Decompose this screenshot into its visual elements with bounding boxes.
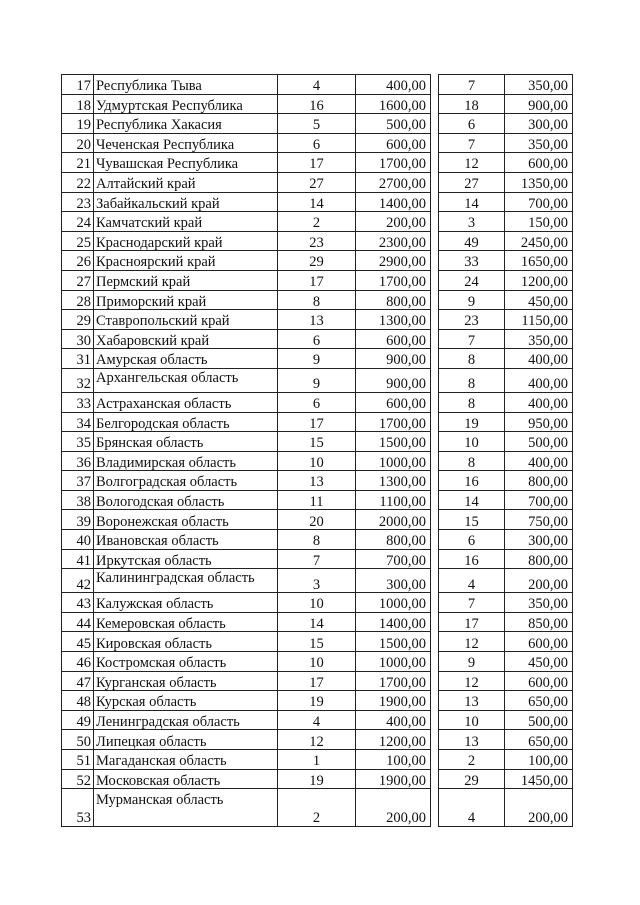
region-name: Забайкальский край (94, 192, 278, 212)
table-row (62, 114, 573, 134)
column-gap (431, 432, 439, 452)
amount-a: 1700,00 (356, 153, 431, 173)
count-b: 13 (439, 730, 505, 750)
region-name: Мурманская область (94, 789, 278, 827)
amount-a: 1100,00 (356, 490, 431, 510)
row-number: 28 (62, 290, 94, 310)
table-row (62, 270, 573, 290)
amount-b: 1450,00 (505, 769, 573, 789)
amount-a: 200,00 (356, 212, 431, 232)
count-a: 17 (278, 671, 356, 691)
row-number: 33 (62, 392, 94, 412)
table-row (62, 412, 573, 432)
count-a: 10 (278, 451, 356, 471)
amount-b: 300,00 (505, 114, 573, 134)
count-b: 4 (439, 789, 505, 827)
amount-a: 900,00 (356, 368, 431, 392)
table-row (62, 789, 573, 827)
column-gap (431, 593, 439, 613)
table-row (62, 231, 573, 251)
count-b: 19 (439, 412, 505, 432)
column-gap (431, 671, 439, 691)
count-a: 12 (278, 730, 356, 750)
count-b: 27 (439, 172, 505, 192)
amount-a: 200,00 (356, 789, 431, 827)
count-b: 12 (439, 671, 505, 691)
amount-b: 900,00 (505, 94, 573, 114)
count-b: 16 (439, 549, 505, 569)
column-gap (431, 490, 439, 510)
amount-a: 2700,00 (356, 172, 431, 192)
table-row (62, 569, 573, 593)
row-number: 35 (62, 432, 94, 452)
amount-b: 600,00 (505, 632, 573, 652)
row-number: 27 (62, 270, 94, 290)
count-b: 9 (439, 652, 505, 672)
count-b: 3 (439, 212, 505, 232)
table-row (62, 251, 573, 271)
count-b: 6 (439, 530, 505, 550)
column-gap (431, 710, 439, 730)
region-name: Республика Хакасия (94, 114, 278, 134)
region-name: Удмуртская Республика (94, 94, 278, 114)
amount-b: 400,00 (505, 349, 573, 369)
column-gap (431, 349, 439, 369)
count-b: 9 (439, 290, 505, 310)
region-name: Московская область (94, 769, 278, 789)
row-number: 51 (62, 750, 94, 770)
region-name: Астраханская область (94, 392, 278, 412)
row-number: 19 (62, 114, 94, 134)
row-number: 34 (62, 412, 94, 432)
count-a: 6 (278, 392, 356, 412)
row-number: 49 (62, 710, 94, 730)
region-name: Костромская область (94, 652, 278, 672)
amount-a: 1900,00 (356, 769, 431, 789)
amount-a: 1300,00 (356, 471, 431, 491)
region-name: Вологодская область (94, 490, 278, 510)
table-row (62, 133, 573, 153)
region-name: Калининградская область (94, 569, 278, 593)
count-b: 24 (439, 270, 505, 290)
row-number: 48 (62, 691, 94, 711)
row-number: 30 (62, 329, 94, 349)
amount-b: 450,00 (505, 290, 573, 310)
row-number: 45 (62, 632, 94, 652)
count-b: 7 (439, 75, 505, 95)
table-row (62, 730, 573, 750)
amount-a: 1000,00 (356, 593, 431, 613)
amount-b: 350,00 (505, 593, 573, 613)
row-number: 17 (62, 75, 94, 95)
amount-b: 300,00 (505, 530, 573, 550)
region-name: Амурская область (94, 349, 278, 369)
table-row (62, 510, 573, 530)
column-gap (431, 231, 439, 251)
table-row (62, 349, 573, 369)
column-gap (431, 549, 439, 569)
row-number: 44 (62, 612, 94, 632)
count-a: 13 (278, 471, 356, 491)
count-b: 7 (439, 593, 505, 613)
count-a: 19 (278, 769, 356, 789)
table-row (62, 368, 573, 392)
amount-a: 1700,00 (356, 270, 431, 290)
row-number: 32 (62, 368, 94, 392)
region-name: Пермский край (94, 270, 278, 290)
table-row (62, 94, 573, 114)
table-row (62, 710, 573, 730)
region-name: Курганская область (94, 671, 278, 691)
region-name: Брянская область (94, 432, 278, 452)
count-a: 23 (278, 231, 356, 251)
amount-a: 600,00 (356, 392, 431, 412)
row-number: 46 (62, 652, 94, 672)
row-number: 40 (62, 530, 94, 550)
amount-b: 200,00 (505, 569, 573, 593)
count-b: 4 (439, 569, 505, 593)
column-gap (431, 652, 439, 672)
column-gap (431, 691, 439, 711)
count-a: 27 (278, 172, 356, 192)
amount-a: 900,00 (356, 349, 431, 369)
column-gap (431, 172, 439, 192)
column-gap (431, 750, 439, 770)
region-name: Липецкая область (94, 730, 278, 750)
column-gap (431, 412, 439, 432)
count-a: 9 (278, 349, 356, 369)
amount-a: 2300,00 (356, 231, 431, 251)
amount-a: 100,00 (356, 750, 431, 770)
amount-b: 600,00 (505, 671, 573, 691)
count-a: 4 (278, 75, 356, 95)
amount-a: 1700,00 (356, 412, 431, 432)
column-gap (431, 329, 439, 349)
amount-b: 700,00 (505, 490, 573, 510)
count-b: 10 (439, 432, 505, 452)
region-name: Чеченская Республика (94, 133, 278, 153)
amount-a: 800,00 (356, 290, 431, 310)
column-gap (431, 133, 439, 153)
column-gap (431, 114, 439, 134)
amount-b: 500,00 (505, 432, 573, 452)
row-number: 52 (62, 769, 94, 789)
table-row (62, 671, 573, 691)
column-gap (431, 212, 439, 232)
table-row (62, 471, 573, 491)
column-gap (431, 270, 439, 290)
count-b: 12 (439, 632, 505, 652)
count-a: 9 (278, 368, 356, 392)
row-number: 21 (62, 153, 94, 173)
table-row (62, 329, 573, 349)
amount-b: 800,00 (505, 549, 573, 569)
row-number: 26 (62, 251, 94, 271)
regions-table (61, 74, 573, 827)
amount-b: 350,00 (505, 329, 573, 349)
count-a: 8 (278, 290, 356, 310)
table-row (62, 691, 573, 711)
count-a: 3 (278, 569, 356, 593)
amount-a: 600,00 (356, 329, 431, 349)
column-gap (431, 730, 439, 750)
amount-a: 1000,00 (356, 451, 431, 471)
region-name: Республика Тыва (94, 75, 278, 95)
region-name: Курская область (94, 691, 278, 711)
row-number: 42 (62, 569, 94, 593)
column-gap (431, 94, 439, 114)
count-b: 15 (439, 510, 505, 530)
region-name: Ставропольский край (94, 310, 278, 330)
column-gap (431, 451, 439, 471)
amount-a: 1600,00 (356, 94, 431, 114)
amount-a: 2900,00 (356, 251, 431, 271)
count-b: 49 (439, 231, 505, 251)
row-number: 20 (62, 133, 94, 153)
column-gap (431, 251, 439, 271)
count-b: 14 (439, 490, 505, 510)
row-number: 38 (62, 490, 94, 510)
region-name: Приморский край (94, 290, 278, 310)
count-b: 10 (439, 710, 505, 730)
row-number: 41 (62, 549, 94, 569)
table-row (62, 490, 573, 510)
count-b: 7 (439, 133, 505, 153)
count-b: 17 (439, 612, 505, 632)
amount-a: 1400,00 (356, 192, 431, 212)
row-number: 53 (62, 789, 94, 827)
column-gap (431, 392, 439, 412)
count-a: 29 (278, 251, 356, 271)
column-gap (431, 153, 439, 173)
table-row (62, 652, 573, 672)
amount-a: 400,00 (356, 710, 431, 730)
count-a: 6 (278, 329, 356, 349)
region-name: Красноярский край (94, 251, 278, 271)
row-number: 50 (62, 730, 94, 750)
row-number: 25 (62, 231, 94, 251)
amount-b: 600,00 (505, 153, 573, 173)
region-name: Краснодарский край (94, 231, 278, 251)
table-row (62, 612, 573, 632)
region-name: Волгоградская область (94, 471, 278, 491)
region-name: Архангельская область (94, 368, 278, 392)
region-name: Камчатский край (94, 212, 278, 232)
row-number: 37 (62, 471, 94, 491)
count-a: 6 (278, 133, 356, 153)
count-a: 7 (278, 549, 356, 569)
table-row (62, 192, 573, 212)
count-b: 12 (439, 153, 505, 173)
count-a: 8 (278, 530, 356, 550)
table-row (62, 392, 573, 412)
region-name: Ивановская область (94, 530, 278, 550)
amount-a: 1300,00 (356, 310, 431, 330)
count-b: 13 (439, 691, 505, 711)
amount-a: 1000,00 (356, 652, 431, 672)
amount-a: 300,00 (356, 569, 431, 593)
region-name: Ленинградская область (94, 710, 278, 730)
count-a: 5 (278, 114, 356, 134)
table-row (62, 290, 573, 310)
row-number: 22 (62, 172, 94, 192)
count-a: 15 (278, 432, 356, 452)
column-gap (431, 368, 439, 392)
count-a: 11 (278, 490, 356, 510)
count-a: 1 (278, 750, 356, 770)
amount-a: 1400,00 (356, 612, 431, 632)
region-name: Чувашская Республика (94, 153, 278, 173)
column-gap (431, 192, 439, 212)
count-a: 2 (278, 212, 356, 232)
row-number: 24 (62, 212, 94, 232)
count-b: 33 (439, 251, 505, 271)
row-number: 39 (62, 510, 94, 530)
region-name: Калужская область (94, 593, 278, 613)
count-b: 14 (439, 192, 505, 212)
count-a: 2 (278, 789, 356, 827)
count-b: 29 (439, 769, 505, 789)
row-number: 18 (62, 94, 94, 114)
table-row (62, 310, 573, 330)
count-a: 20 (278, 510, 356, 530)
amount-b: 850,00 (505, 612, 573, 632)
amount-a: 400,00 (356, 75, 431, 95)
count-b: 7 (439, 329, 505, 349)
count-b: 16 (439, 471, 505, 491)
count-b: 8 (439, 392, 505, 412)
column-gap (431, 530, 439, 550)
amount-a: 1700,00 (356, 671, 431, 691)
count-a: 10 (278, 593, 356, 613)
region-name: Белгородская область (94, 412, 278, 432)
count-b: 23 (439, 310, 505, 330)
count-a: 14 (278, 192, 356, 212)
region-name: Хабаровский край (94, 329, 278, 349)
amount-a: 1200,00 (356, 730, 431, 750)
region-name: Владимирская область (94, 451, 278, 471)
count-b: 2 (439, 750, 505, 770)
column-gap (431, 290, 439, 310)
amount-a: 700,00 (356, 549, 431, 569)
count-a: 19 (278, 691, 356, 711)
amount-a: 2000,00 (356, 510, 431, 530)
amount-b: 2450,00 (505, 231, 573, 251)
amount-b: 350,00 (505, 75, 573, 95)
table-row (62, 769, 573, 789)
amount-b: 500,00 (505, 710, 573, 730)
amount-b: 450,00 (505, 652, 573, 672)
table-row (62, 451, 573, 471)
row-number: 29 (62, 310, 94, 330)
amount-b: 800,00 (505, 471, 573, 491)
amount-b: 150,00 (505, 212, 573, 232)
count-a: 17 (278, 153, 356, 173)
amount-b: 750,00 (505, 510, 573, 530)
amount-a: 600,00 (356, 133, 431, 153)
amount-b: 1200,00 (505, 270, 573, 290)
row-number: 43 (62, 593, 94, 613)
count-a: 16 (278, 94, 356, 114)
count-b: 6 (439, 114, 505, 134)
row-number: 47 (62, 671, 94, 691)
amount-b: 1350,00 (505, 172, 573, 192)
column-gap (431, 75, 439, 95)
amount-b: 400,00 (505, 392, 573, 412)
amount-b: 650,00 (505, 730, 573, 750)
amount-b: 1150,00 (505, 310, 573, 330)
table-row (62, 212, 573, 232)
count-a: 4 (278, 710, 356, 730)
amount-b: 650,00 (505, 691, 573, 711)
row-number: 23 (62, 192, 94, 212)
amount-b: 400,00 (505, 368, 573, 392)
count-a: 10 (278, 652, 356, 672)
amount-b: 700,00 (505, 192, 573, 212)
column-gap (431, 612, 439, 632)
amount-a: 500,00 (356, 114, 431, 134)
row-number: 31 (62, 349, 94, 369)
region-name: Воронежская область (94, 510, 278, 530)
table-row (62, 153, 573, 173)
amount-a: 1900,00 (356, 691, 431, 711)
count-b: 8 (439, 451, 505, 471)
amount-a: 1500,00 (356, 632, 431, 652)
table-row (62, 432, 573, 452)
count-b: 8 (439, 349, 505, 369)
column-gap (431, 789, 439, 827)
amount-a: 800,00 (356, 530, 431, 550)
count-a: 17 (278, 270, 356, 290)
count-b: 8 (439, 368, 505, 392)
region-name: Кемеровская область (94, 612, 278, 632)
table-row (62, 593, 573, 613)
amount-b: 350,00 (505, 133, 573, 153)
table-body (62, 75, 573, 827)
amount-b: 100,00 (505, 750, 573, 770)
table-row (62, 632, 573, 652)
column-gap (431, 510, 439, 530)
region-name: Иркутская область (94, 549, 278, 569)
region-name: Магаданская область (94, 750, 278, 770)
table-row (62, 75, 573, 95)
table-row (62, 549, 573, 569)
count-a: 13 (278, 310, 356, 330)
count-b: 18 (439, 94, 505, 114)
count-a: 17 (278, 412, 356, 432)
amount-b: 950,00 (505, 412, 573, 432)
column-gap (431, 632, 439, 652)
count-a: 15 (278, 632, 356, 652)
amount-b: 400,00 (505, 451, 573, 471)
table-row (62, 750, 573, 770)
region-name: Кировская область (94, 632, 278, 652)
column-gap (431, 769, 439, 789)
table-row (62, 530, 573, 550)
table-row (62, 172, 573, 192)
column-gap (431, 471, 439, 491)
column-gap (431, 310, 439, 330)
amount-a: 1500,00 (356, 432, 431, 452)
amount-b: 200,00 (505, 789, 573, 827)
column-gap (431, 569, 439, 593)
row-number: 36 (62, 451, 94, 471)
region-name: Алтайский край (94, 172, 278, 192)
count-a: 14 (278, 612, 356, 632)
amount-b: 1650,00 (505, 251, 573, 271)
